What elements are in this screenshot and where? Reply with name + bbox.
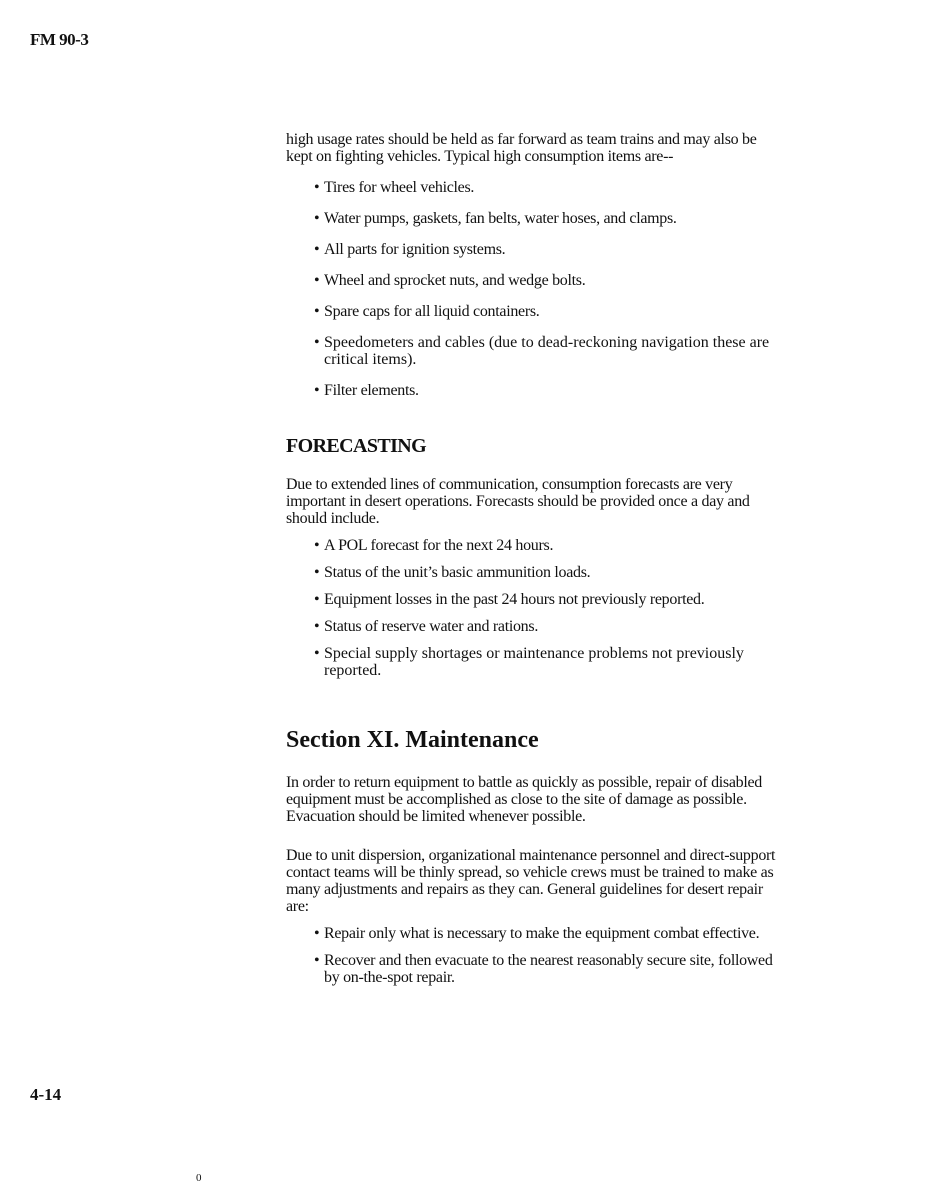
list-item: • Recover and then evacuate to the nearest reasonably secure site, followed by on-the-spot repair. (314, 952, 773, 986)
list-item: • Repair only what is necessary to make the equipment combat effective. (314, 925, 760, 942)
list-item: • Speedometers and cables (due to dead-reckoning navigation these are critical items). (314, 334, 770, 368)
list-item: • Filter elements. (314, 382, 419, 399)
maintenance-paragraph-1: In order to return equipment to battle as quickly as possible, repair of disabled equipment must be accomplished as close to the site of damage as possible. Evacuation should be limited whenever possible. (286, 774, 763, 825)
list-item: • Status of reserve water and rations. (314, 618, 539, 635)
list-item: • Tires for wheel vehicles. (314, 179, 475, 196)
forecast-list (286, 537, 782, 679)
footer-mark: 0 (196, 1172, 202, 1184)
high-consumption-list (286, 179, 782, 399)
intro-paragraph: high usage rates should be held as far forward as team trains and may also be kept on fighting vehicles. Typical high consumption items are-- (286, 131, 757, 165)
list-item: • A POL forecast for the next 24 hours. (314, 537, 554, 554)
list-item: • All parts for ignition systems. (314, 241, 506, 258)
document-id: FM 90-3 (30, 30, 89, 49)
maintenance-paragraph-2: Due to unit dispersion, organizational maintenance personnel and direct-support contact teams will be thinly spread, so vehicle crews must be trained to make as many adjustments and repairs as they can. General guidelines for desert repair are: (286, 847, 776, 915)
forecasting-heading: FORECASTING (286, 435, 427, 457)
list-item: • Wheel and sprocket nuts, and wedge bolts. (314, 272, 586, 289)
section-title: Section XI. Maintenance (286, 727, 539, 753)
page-body (286, 131, 782, 986)
repair-guidelines-list (286, 925, 782, 986)
list-item: • Spare caps for all liquid containers. (314, 303, 540, 320)
forecasting-paragraph: Due to extended lines of communication, consumption forecasts are very important in desert operations. Forecasts should be provided once a day and should include. (286, 476, 750, 527)
list-item: • Status of the unit’s basic ammunition loads. (314, 564, 591, 581)
list-item: • Equipment losses in the past 24 hours not previously reported. (314, 591, 705, 608)
list-item: • Special supply shortages or maintenance problems not previously reported. (314, 645, 744, 679)
list-item: • Water pumps, gaskets, fan belts, water hoses, and clamps. (314, 210, 677, 227)
page-number: 4-14 (30, 1085, 62, 1104)
